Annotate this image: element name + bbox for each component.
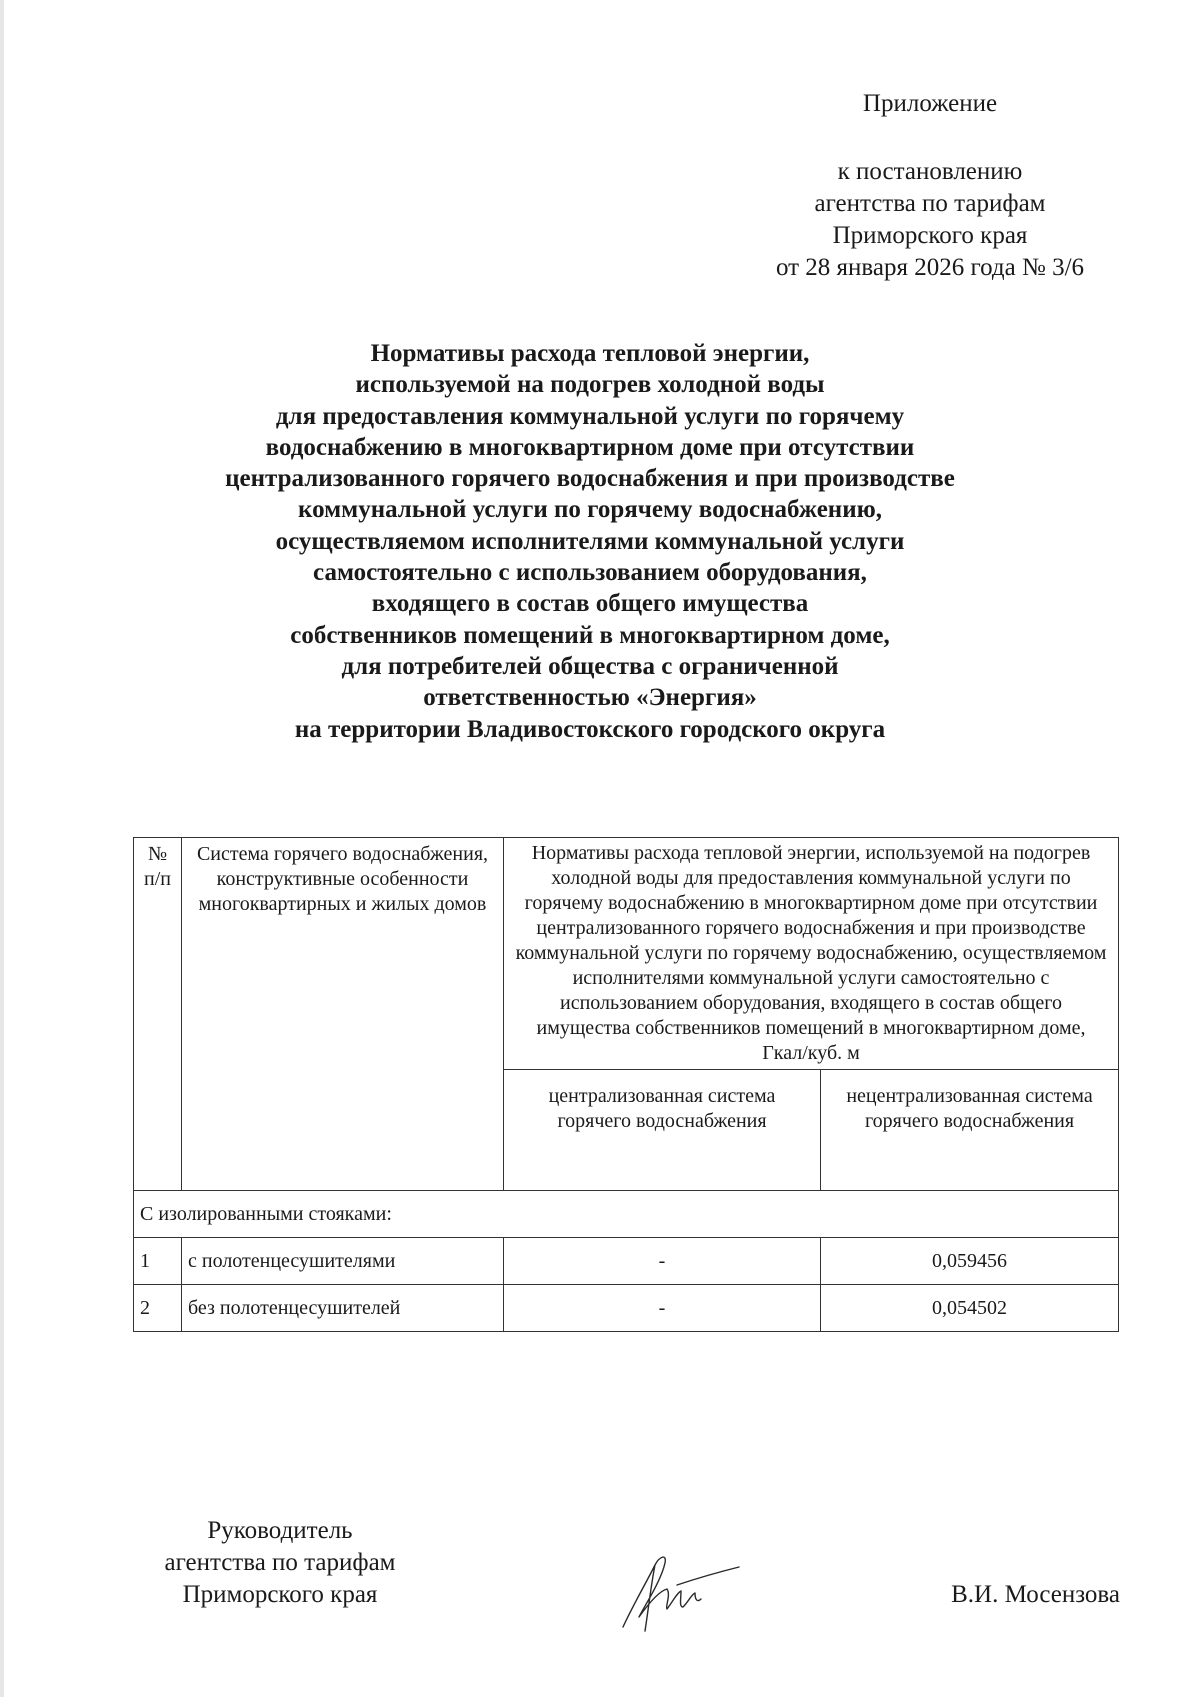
- group-label: С изолированными стояками:: [134, 1191, 1119, 1238]
- appendix-reference: [720, 156, 1140, 284]
- title-line: собственников помещений в многоквартирном доме,: [290, 621, 890, 649]
- row-centralized: -: [504, 1285, 821, 1332]
- row-num: 1: [134, 1238, 182, 1285]
- row-num: 2: [134, 1285, 182, 1332]
- title-line: самостоятельно с использованием оборудования,: [313, 559, 867, 587]
- row-decentralized: 0,054502: [821, 1285, 1119, 1332]
- row-decentralized: 0,059456: [821, 1238, 1119, 1285]
- appendix-line: агентства по тарифам: [814, 190, 1046, 217]
- row-name: без полотенцесушителей: [182, 1285, 504, 1332]
- appendix-line: от 28 января 2026 года № 3/6: [775, 254, 1085, 281]
- title-line: используемой на подогрев холодной воды: [355, 371, 825, 399]
- table-row: [134, 1238, 1119, 1285]
- header-decentralized: нецентрализованная система горячего водоснабжения: [821, 1070, 1119, 1191]
- header-centralized: централизованная система горячего водоснабжения: [504, 1070, 821, 1191]
- title-line: для предоставления коммунальной услуги по горячему: [275, 402, 905, 430]
- table-group-row: [134, 1191, 1119, 1238]
- norms-table: [133, 837, 1119, 1332]
- table-header-row: [134, 838, 1119, 1070]
- header-num: № п/п: [134, 838, 182, 1191]
- appendix-title: Приложение: [862, 90, 998, 117]
- title-line: осуществляемом исполнителями коммунальной услуги: [275, 527, 905, 555]
- table-row: [134, 1285, 1119, 1332]
- position-line: Руководитель: [207, 1517, 353, 1544]
- signatory-position: [140, 1515, 420, 1611]
- title-line: водоснабжению в многоквартирном доме при отсутствии: [265, 433, 915, 461]
- title-line: Нормативы расхода тепловой энергии,: [370, 340, 810, 367]
- row-centralized: -: [504, 1238, 821, 1285]
- title-line: коммунальной услуги по горячему водоснабжению,: [298, 496, 882, 524]
- scan-edge: [0, 0, 4, 1697]
- appendix-line: к постановлению: [837, 158, 1023, 185]
- position-line: Приморского края: [182, 1581, 378, 1608]
- handwritten-signature: [615, 1545, 745, 1635]
- row-name: с полотенцесушителями: [182, 1238, 504, 1285]
- signatory-name: В.И. Мосензова: [951, 1581, 1120, 1608]
- header-system: Система горячего водоснабжения, конструктивные особенности многоквартирных и жилых домов: [182, 838, 504, 1191]
- document-title: [140, 338, 1040, 745]
- appendix-line: Приморского края: [832, 222, 1028, 249]
- position-line: агентства по тарифам: [164, 1549, 396, 1576]
- title-line: для потребителей общества с ограниченной: [341, 652, 839, 680]
- title-line: ответственностью «Энергия»: [423, 684, 757, 712]
- title-line: на территории Владивостокского городского округа: [294, 715, 886, 743]
- title-line: входящего в состав общего имущества: [371, 590, 809, 618]
- title-line: централизованного горячего водоснабжения и при производстве: [225, 465, 955, 493]
- header-norms: Нормативы расхода тепловой энергии, используемой на подогрев холодной воды для предоставления коммунальной услуги по горячему водоснабжению в многоквартирном доме при отсутствии централизованного горячего водоснабжения и при производстве коммунальной услуги по горячему водоснабжению, осуществляемом исполнителями коммунальной услуги самостоятельно с использованием оборудования, входящего в состав общего имущества собственников помещений в многоквартирном доме, Гкал/куб. м: [504, 838, 1119, 1070]
